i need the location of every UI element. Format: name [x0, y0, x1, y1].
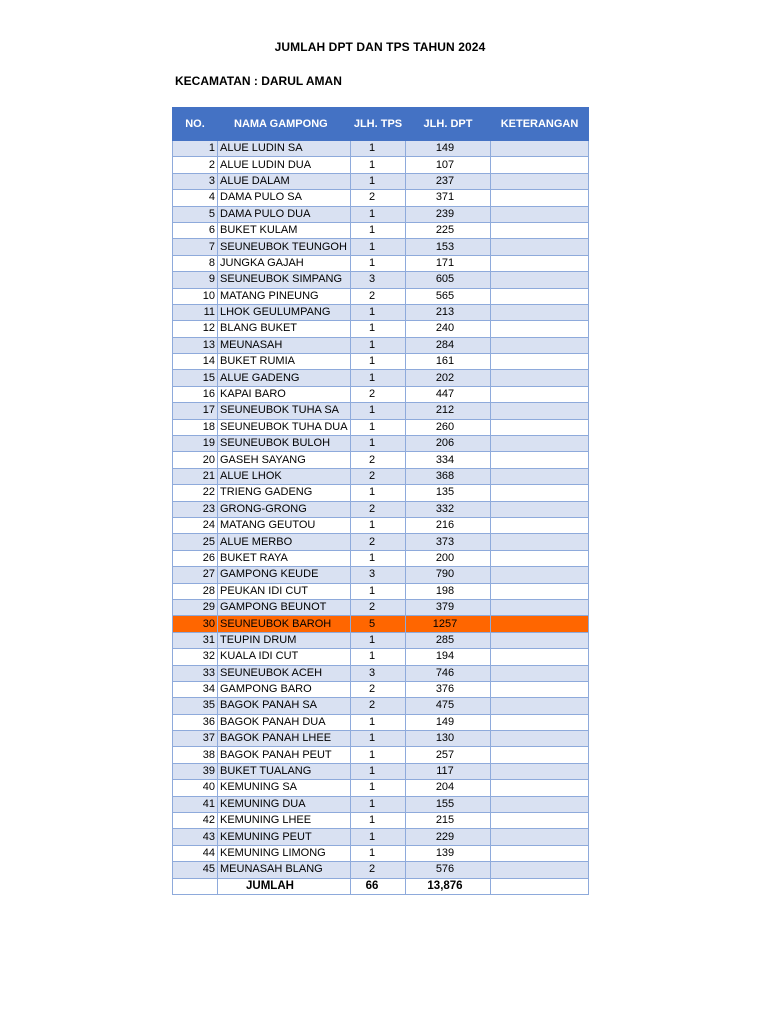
- row-no: 43: [173, 829, 218, 845]
- row-jlh-dpt: 257: [406, 747, 491, 763]
- row-jlh-tps: 1: [351, 337, 406, 353]
- row-no: 22: [173, 485, 218, 501]
- row-keterangan: [491, 731, 589, 747]
- row-jlh-dpt: 475: [406, 698, 491, 714]
- row-no: 45: [173, 862, 218, 878]
- row-no: 40: [173, 780, 218, 796]
- row-jlh-tps: 1: [351, 206, 406, 222]
- row-keterangan: [491, 255, 589, 271]
- table-row: [173, 419, 589, 435]
- row-keterangan: [491, 567, 589, 583]
- row-keterangan: [491, 649, 589, 665]
- row-keterangan: [491, 206, 589, 222]
- row-jlh-tps: 1: [351, 731, 406, 747]
- row-keterangan: [491, 796, 589, 812]
- row-nama-gampong: PEUKAN IDI CUT: [218, 583, 351, 599]
- table-row: [173, 370, 589, 386]
- row-jlh-dpt: 215: [406, 813, 491, 829]
- row-jlh-dpt: 334: [406, 452, 491, 468]
- row-nama-gampong: BUKET TUALANG: [218, 763, 351, 779]
- row-keterangan: [491, 288, 589, 304]
- row-nama-gampong: SEUNEUBOK TUHA DUA: [218, 419, 351, 435]
- row-jlh-dpt: 212: [406, 403, 491, 419]
- header-jlh-tps: JLH. TPS: [351, 108, 406, 141]
- row-jlh-dpt: 204: [406, 780, 491, 796]
- table-row: [173, 698, 589, 714]
- row-jlh-tps: 2: [351, 452, 406, 468]
- row-nama-gampong: GAMPONG BEUNOT: [218, 599, 351, 615]
- row-jlh-dpt: 565: [406, 288, 491, 304]
- table-row: [173, 780, 589, 796]
- row-jlh-tps: 1: [351, 747, 406, 763]
- row-jlh-dpt: 332: [406, 501, 491, 517]
- row-keterangan: [491, 780, 589, 796]
- row-no: 7: [173, 239, 218, 255]
- row-no: 20: [173, 452, 218, 468]
- row-jlh-tps: 1: [351, 829, 406, 845]
- row-jlh-dpt: 200: [406, 550, 491, 566]
- row-no: 38: [173, 747, 218, 763]
- row-keterangan: [491, 386, 589, 402]
- table-row: [173, 862, 589, 878]
- row-nama-gampong: KEMUNING SA: [218, 780, 351, 796]
- row-no: 35: [173, 698, 218, 714]
- row-jlh-dpt: 198: [406, 583, 491, 599]
- row-jlh-tps: 3: [351, 567, 406, 583]
- row-nama-gampong: ALUE LUDIN SA: [218, 141, 351, 157]
- row-jlh-dpt: 371: [406, 190, 491, 206]
- row-no: 39: [173, 763, 218, 779]
- header-no: NO.: [173, 108, 218, 141]
- row-jlh-tps: 1: [351, 354, 406, 370]
- row-keterangan: [491, 845, 589, 861]
- row-jlh-dpt: 284: [406, 337, 491, 353]
- table-row: [173, 337, 589, 353]
- row-nama-gampong: TEUPIN DRUM: [218, 632, 351, 648]
- row-nama-gampong: ALUE LHOK: [218, 468, 351, 484]
- row-jlh-dpt: 202: [406, 370, 491, 386]
- row-keterangan: [491, 190, 589, 206]
- row-no: 17: [173, 403, 218, 419]
- row-jlh-dpt: 605: [406, 272, 491, 288]
- row-no: 18: [173, 419, 218, 435]
- row-no: 21: [173, 468, 218, 484]
- table-row: [173, 288, 589, 304]
- row-nama-gampong: SEUNEUBOK TEUNGOH: [218, 239, 351, 255]
- row-nama-gampong: DAMA PULO DUA: [218, 206, 351, 222]
- table-row: [173, 239, 589, 255]
- kecamatan-label: KECAMATAN : DARUL AMAN: [175, 74, 342, 88]
- row-nama-gampong: SEUNEUBOK SIMPANG: [218, 272, 351, 288]
- table-row: [173, 403, 589, 419]
- total-no-cell: [173, 878, 218, 894]
- row-jlh-dpt: 130: [406, 731, 491, 747]
- row-keterangan: [491, 862, 589, 878]
- row-jlh-tps: 1: [351, 173, 406, 189]
- row-jlh-dpt: 216: [406, 517, 491, 533]
- row-keterangan: [491, 714, 589, 730]
- row-keterangan: [491, 337, 589, 353]
- total-keterangan-cell: [491, 878, 589, 894]
- header-jlh-dpt: JLH. DPT: [406, 108, 491, 141]
- row-jlh-tps: 2: [351, 862, 406, 878]
- total-dpt: 13,876: [406, 878, 491, 894]
- row-jlh-tps: 2: [351, 288, 406, 304]
- row-jlh-tps: 1: [351, 649, 406, 665]
- row-keterangan: [491, 239, 589, 255]
- row-keterangan: [491, 681, 589, 697]
- row-keterangan: [491, 173, 589, 189]
- row-keterangan: [491, 501, 589, 517]
- row-jlh-dpt: 135: [406, 485, 491, 501]
- row-jlh-tps: 1: [351, 403, 406, 419]
- table-row: [173, 485, 589, 501]
- row-nama-gampong: SEUNEUBOK ACEH: [218, 665, 351, 681]
- row-jlh-tps: 2: [351, 190, 406, 206]
- document-title: JUMLAH DPT DAN TPS TAHUN 2024: [274, 40, 486, 54]
- row-keterangan: [491, 829, 589, 845]
- row-jlh-tps: 1: [351, 255, 406, 271]
- row-nama-gampong: TRIENG GADENG: [218, 485, 351, 501]
- row-jlh-dpt: 155: [406, 796, 491, 812]
- total-tps: 66: [351, 878, 406, 894]
- row-keterangan: [491, 517, 589, 533]
- row-keterangan: [491, 583, 589, 599]
- row-no: 11: [173, 304, 218, 320]
- row-no: 9: [173, 272, 218, 288]
- table-row: [173, 436, 589, 452]
- row-jlh-tps: 1: [351, 517, 406, 533]
- row-jlh-tps: 5: [351, 616, 406, 632]
- row-keterangan: [491, 157, 589, 173]
- row-jlh-dpt: 576: [406, 862, 491, 878]
- row-nama-gampong: GAMPONG BARO: [218, 681, 351, 697]
- row-jlh-tps: 1: [351, 141, 406, 157]
- table-row: [173, 583, 589, 599]
- row-jlh-dpt: 171: [406, 255, 491, 271]
- row-no: 34: [173, 681, 218, 697]
- table-row: [173, 157, 589, 173]
- table-row: [173, 763, 589, 779]
- row-nama-gampong: KEMUNING PEUT: [218, 829, 351, 845]
- row-jlh-tps: 1: [351, 550, 406, 566]
- table-row: [173, 747, 589, 763]
- row-keterangan: [491, 534, 589, 550]
- row-jlh-dpt: 373: [406, 534, 491, 550]
- row-nama-gampong: BUKET RUMIA: [218, 354, 351, 370]
- row-nama-gampong: BAGOK PANAH SA: [218, 698, 351, 714]
- row-jlh-tps: 1: [351, 632, 406, 648]
- row-jlh-tps: 2: [351, 468, 406, 484]
- table-row: [173, 731, 589, 747]
- row-jlh-dpt: 117: [406, 763, 491, 779]
- table-row: [173, 796, 589, 812]
- row-jlh-tps: 2: [351, 681, 406, 697]
- row-jlh-dpt: 229: [406, 829, 491, 845]
- row-jlh-tps: 1: [351, 796, 406, 812]
- table-row: [173, 829, 589, 845]
- row-jlh-dpt: 447: [406, 386, 491, 402]
- row-jlh-dpt: 240: [406, 321, 491, 337]
- row-keterangan: [491, 403, 589, 419]
- row-no: 3: [173, 173, 218, 189]
- row-jlh-tps: 3: [351, 272, 406, 288]
- row-jlh-dpt: 161: [406, 354, 491, 370]
- row-jlh-tps: 1: [351, 239, 406, 255]
- row-no: 8: [173, 255, 218, 271]
- row-keterangan: [491, 616, 589, 632]
- row-nama-gampong: BUKET KULAM: [218, 222, 351, 238]
- row-jlh-tps: 3: [351, 665, 406, 681]
- row-jlh-tps: 1: [351, 813, 406, 829]
- row-keterangan: [491, 419, 589, 435]
- row-no: 6: [173, 222, 218, 238]
- row-jlh-tps: 1: [351, 780, 406, 796]
- row-keterangan: [491, 747, 589, 763]
- row-jlh-dpt: 285: [406, 632, 491, 648]
- row-jlh-dpt: 1257: [406, 616, 491, 632]
- row-jlh-dpt: 149: [406, 141, 491, 157]
- row-no: 44: [173, 845, 218, 861]
- row-nama-gampong: BAGOK PANAH PEUT: [218, 747, 351, 763]
- row-jlh-tps: 2: [351, 501, 406, 517]
- row-jlh-tps: 1: [351, 583, 406, 599]
- row-jlh-tps: 1: [351, 419, 406, 435]
- row-nama-gampong: BAGOK PANAH DUA: [218, 714, 351, 730]
- total-row: [173, 878, 589, 894]
- row-no: 1: [173, 141, 218, 157]
- total-label: JUMLAH: [218, 878, 351, 894]
- row-no: 13: [173, 337, 218, 353]
- row-no: 23: [173, 501, 218, 517]
- table-row: [173, 468, 589, 484]
- row-jlh-tps: 2: [351, 386, 406, 402]
- row-no: 5: [173, 206, 218, 222]
- table-row: [173, 386, 589, 402]
- row-jlh-tps: 2: [351, 599, 406, 615]
- row-no: 15: [173, 370, 218, 386]
- table-row: [173, 517, 589, 533]
- row-no: 12: [173, 321, 218, 337]
- row-no: 26: [173, 550, 218, 566]
- row-nama-gampong: MATANG GEUTOU: [218, 517, 351, 533]
- row-no: 10: [173, 288, 218, 304]
- row-nama-gampong: KUALA IDI CUT: [218, 649, 351, 665]
- row-keterangan: [491, 452, 589, 468]
- row-no: 14: [173, 354, 218, 370]
- table-row: [173, 845, 589, 861]
- row-no: 24: [173, 517, 218, 533]
- table-row: [173, 665, 589, 681]
- table-row: [173, 813, 589, 829]
- row-nama-gampong: LHOK GEULUMPANG: [218, 304, 351, 320]
- table-row: [173, 550, 589, 566]
- row-no: 19: [173, 436, 218, 452]
- row-jlh-tps: 1: [351, 436, 406, 452]
- row-jlh-tps: 1: [351, 845, 406, 861]
- table-row: [173, 321, 589, 337]
- row-no: 16: [173, 386, 218, 402]
- row-nama-gampong: ALUE DALAM: [218, 173, 351, 189]
- row-no: 33: [173, 665, 218, 681]
- table-row: [173, 173, 589, 189]
- row-nama-gampong: KEMUNING LIMONG: [218, 845, 351, 861]
- table-row: [173, 714, 589, 730]
- table-header-row: [173, 108, 589, 141]
- table-row: [173, 255, 589, 271]
- row-no: 2: [173, 157, 218, 173]
- row-keterangan: [491, 599, 589, 615]
- row-jlh-dpt: 225: [406, 222, 491, 238]
- row-nama-gampong: KEMUNING LHEE: [218, 813, 351, 829]
- row-keterangan: [491, 665, 589, 681]
- row-keterangan: [491, 304, 589, 320]
- table-row: [173, 534, 589, 550]
- table-row: [173, 272, 589, 288]
- row-no: 25: [173, 534, 218, 550]
- row-jlh-dpt: 107: [406, 157, 491, 173]
- row-nama-gampong: KEMUNING DUA: [218, 796, 351, 812]
- row-nama-gampong: ALUE GADENG: [218, 370, 351, 386]
- row-jlh-dpt: 790: [406, 567, 491, 583]
- table-row: [173, 452, 589, 468]
- row-jlh-dpt: 194: [406, 649, 491, 665]
- header-keterangan: KETERANGAN: [491, 108, 589, 141]
- table-row: [173, 304, 589, 320]
- row-jlh-tps: 1: [351, 714, 406, 730]
- table-row: [173, 649, 589, 665]
- row-nama-gampong: JUNGKA GAJAH: [218, 255, 351, 271]
- row-nama-gampong: SEUNEUBOK BAROH: [218, 616, 351, 632]
- row-no: 4: [173, 190, 218, 206]
- row-jlh-dpt: 237: [406, 173, 491, 189]
- row-nama-gampong: SEUNEUBOK TUHA SA: [218, 403, 351, 419]
- row-jlh-dpt: 376: [406, 681, 491, 697]
- row-no: 28: [173, 583, 218, 599]
- table-row: [173, 681, 589, 697]
- row-jlh-tps: 1: [351, 370, 406, 386]
- row-keterangan: [491, 550, 589, 566]
- row-jlh-dpt: 206: [406, 436, 491, 452]
- row-no: 30: [173, 616, 218, 632]
- table-row: [173, 141, 589, 157]
- row-keterangan: [491, 813, 589, 829]
- table-row: [173, 501, 589, 517]
- row-jlh-tps: 2: [351, 534, 406, 550]
- row-keterangan: [491, 370, 589, 386]
- row-no: 31: [173, 632, 218, 648]
- row-nama-gampong: BAGOK PANAH LHEE: [218, 731, 351, 747]
- row-jlh-dpt: 153: [406, 239, 491, 255]
- table-row: [173, 632, 589, 648]
- row-jlh-tps: 1: [351, 157, 406, 173]
- row-nama-gampong: SEUNEUBOK BULOH: [218, 436, 351, 452]
- row-no: 27: [173, 567, 218, 583]
- row-nama-gampong: MEUNASAH BLANG: [218, 862, 351, 878]
- row-jlh-dpt: 139: [406, 845, 491, 861]
- row-no: 29: [173, 599, 218, 615]
- row-jlh-tps: 1: [351, 222, 406, 238]
- row-no: 37: [173, 731, 218, 747]
- row-no: 32: [173, 649, 218, 665]
- row-nama-gampong: KAPAI BARO: [218, 386, 351, 402]
- table-row: [173, 354, 589, 370]
- row-nama-gampong: GAMPONG KEUDE: [218, 567, 351, 583]
- row-nama-gampong: BLANG BUKET: [218, 321, 351, 337]
- row-no: 42: [173, 813, 218, 829]
- row-jlh-dpt: 379: [406, 599, 491, 615]
- table-row: [173, 599, 589, 615]
- table-row: [173, 567, 589, 583]
- table-row: [173, 190, 589, 206]
- row-jlh-dpt: 746: [406, 665, 491, 681]
- header-nama-gampong: NAMA GAMPONG: [218, 108, 351, 141]
- row-nama-gampong: DAMA PULO SA: [218, 190, 351, 206]
- row-jlh-dpt: 368: [406, 468, 491, 484]
- row-jlh-tps: 1: [351, 304, 406, 320]
- row-nama-gampong: ALUE LUDIN DUA: [218, 157, 351, 173]
- row-keterangan: [491, 763, 589, 779]
- row-jlh-tps: 1: [351, 321, 406, 337]
- row-keterangan: [491, 272, 589, 288]
- table-row: [173, 206, 589, 222]
- table-row: [173, 222, 589, 238]
- row-keterangan: [491, 632, 589, 648]
- row-jlh-dpt: 239: [406, 206, 491, 222]
- row-nama-gampong: MEUNASAH: [218, 337, 351, 353]
- row-keterangan: [491, 436, 589, 452]
- row-nama-gampong: GRONG-GRONG: [218, 501, 351, 517]
- row-no: 41: [173, 796, 218, 812]
- table-row: [173, 616, 589, 632]
- row-keterangan: [491, 485, 589, 501]
- row-keterangan: [491, 141, 589, 157]
- row-jlh-tps: 1: [351, 763, 406, 779]
- row-nama-gampong: GASEH SAYANG: [218, 452, 351, 468]
- row-jlh-dpt: 149: [406, 714, 491, 730]
- row-keterangan: [491, 321, 589, 337]
- row-jlh-tps: 1: [351, 485, 406, 501]
- row-keterangan: [491, 698, 589, 714]
- row-no: 36: [173, 714, 218, 730]
- dpt-tps-table: [172, 107, 589, 895]
- row-keterangan: [491, 222, 589, 238]
- row-nama-gampong: BUKET RAYA: [218, 550, 351, 566]
- row-jlh-tps: 2: [351, 698, 406, 714]
- row-jlh-dpt: 260: [406, 419, 491, 435]
- row-nama-gampong: ALUE MERBO: [218, 534, 351, 550]
- row-nama-gampong: MATANG PINEUNG: [218, 288, 351, 304]
- row-keterangan: [491, 354, 589, 370]
- row-jlh-dpt: 213: [406, 304, 491, 320]
- row-keterangan: [491, 468, 589, 484]
